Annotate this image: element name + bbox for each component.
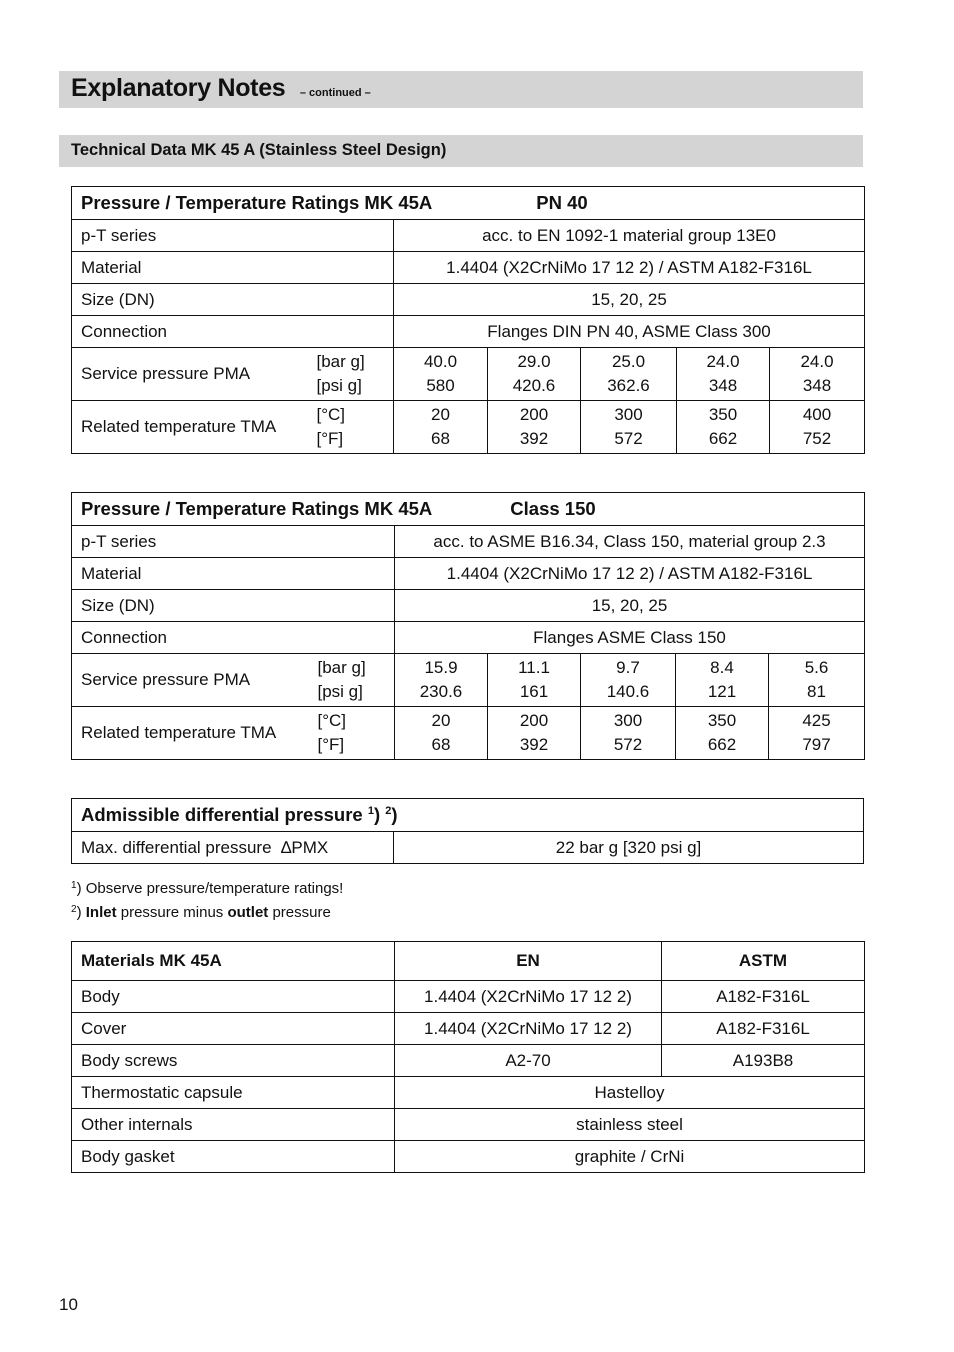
table-title: Materials MK 45A [72, 942, 395, 981]
table-row [72, 220, 865, 252]
page-title: Explanatory Notes [71, 74, 286, 102]
table-row [72, 1077, 865, 1109]
row-label: Body gasket [72, 1141, 395, 1173]
class150-ratings-table [71, 492, 865, 760]
table-row [72, 252, 865, 284]
unit-cell: [°C] [°F] [317, 401, 394, 454]
row-value: 15, 20, 25 [394, 284, 865, 316]
table-title: Admissible differential pressure $^1$) $^2$) [72, 799, 864, 832]
row-label: Connection [72, 316, 394, 348]
row-label: Material [72, 252, 394, 284]
row-label: Size (DN) [72, 284, 394, 316]
subsection-banner [59, 135, 863, 167]
data-cell: 8.4 121 [676, 654, 769, 707]
data-cell: graphite / CrNi [395, 1141, 865, 1173]
data-cell: A182-F316L [662, 981, 865, 1013]
row-value: acc. to ASME B16.34, Class 150, material group 2.3 [395, 526, 865, 558]
data-cell: 1.4404 (X2CrNiMo 17 12 2) [395, 981, 662, 1013]
table-row [72, 558, 865, 590]
unit-cell: [bar g] [psi g] [317, 348, 394, 401]
table-row [72, 654, 865, 707]
row-label: p-T series [72, 526, 395, 558]
table-row [72, 590, 865, 622]
row-label: Related temperature TMA [72, 401, 317, 454]
data-cell: Hastelloy [395, 1077, 865, 1109]
footnote-1: $^1$) Observe pressure/temperature ratings! [71, 880, 344, 897]
data-cell: 200 392 [488, 401, 581, 454]
table-row [72, 1141, 865, 1173]
table-row [72, 832, 864, 864]
differential-pressure-table [71, 798, 864, 864]
data-cell: 1.4404 (X2CrNiMo 17 12 2) [395, 1013, 662, 1045]
row-label: Material [72, 558, 395, 590]
row-label: Related temperature TMA [72, 707, 318, 760]
row-label: Thermostatic capsule [72, 1077, 395, 1109]
table-row [72, 526, 865, 558]
data-cell: A182-F316L [662, 1013, 865, 1045]
table-row [72, 622, 865, 654]
row-label: Connection [72, 622, 395, 654]
table-header-row [72, 187, 865, 220]
column-header-astm: ASTM [662, 942, 865, 981]
unit-cell: [bar g] [psi g] [318, 654, 395, 707]
data-cell: 29.0 420.6 [488, 348, 581, 401]
table-header-row [72, 799, 864, 832]
table-row [72, 401, 865, 454]
page-number: 10 [59, 1295, 78, 1314]
footnotes [71, 876, 343, 923]
pn40-ratings-table [71, 186, 865, 454]
table-row [72, 284, 865, 316]
data-cell: A193B8 [662, 1045, 865, 1077]
table-header-row [72, 493, 865, 526]
table-row [72, 981, 865, 1013]
table-row [72, 1109, 865, 1141]
table-row [72, 316, 865, 348]
data-cell: 11.1 161 [488, 654, 581, 707]
row-value: Flanges ASME Class 150 [395, 622, 865, 654]
row-value: 15, 20, 25 [395, 590, 865, 622]
row-label: Max. differential pressure ∆PMX [72, 832, 394, 864]
continued-label: – continued – [299, 87, 371, 99]
data-cell: 25.0 362.6 [581, 348, 677, 401]
data-cell: 300 572 [581, 401, 677, 454]
table-header-row [72, 942, 865, 981]
row-value: Flanges DIN PN 40, ASME Class 300 [394, 316, 865, 348]
data-cell: 425 797 [769, 707, 865, 760]
data-cell: 350 662 [676, 707, 769, 760]
row-value: 1.4404 (X2CrNiMo 17 12 2) / ASTM A182-F316L [394, 252, 865, 284]
data-cell: A2-70 [395, 1045, 662, 1077]
data-cell: stainless steel [395, 1109, 865, 1141]
table-title: Pressure / Temperature Ratings MK 45A PN 40 [72, 187, 865, 220]
table-row [72, 348, 865, 401]
footnote-2: $^2$) Inlet pressure minus outlet pressure [71, 903, 331, 921]
data-cell: 40.0 580 [394, 348, 488, 401]
row-label: Cover [72, 1013, 395, 1045]
data-cell: 20 68 [394, 401, 488, 454]
table-row [72, 1045, 865, 1077]
row-value: acc. to EN 1092-1 material group 13E0 [394, 220, 865, 252]
row-label: Size (DN) [72, 590, 395, 622]
data-cell: 350 662 [677, 401, 770, 454]
table-row [72, 707, 865, 760]
data-cell: 200 392 [488, 707, 581, 760]
row-value: 22 bar g [320 psi g] [394, 832, 864, 864]
row-label: Service pressure PMA [72, 348, 317, 401]
data-cell: 15.9 230.6 [395, 654, 488, 707]
data-cell: 9.7 140.6 [581, 654, 676, 707]
data-cell: 24.0 348 [677, 348, 770, 401]
row-label: Body screws [72, 1045, 395, 1077]
rating-label: PN 40 [536, 192, 588, 213]
row-label: Body [72, 981, 395, 1013]
column-header-en: EN [395, 942, 662, 981]
data-cell: 24.0 348 [770, 348, 865, 401]
data-cell: 20 68 [395, 707, 488, 760]
row-label: Other internals [72, 1109, 395, 1141]
row-label: p-T series [72, 220, 394, 252]
data-cell: 300 572 [581, 707, 676, 760]
table-title: Pressure / Temperature Ratings MK 45A Class 150 [72, 493, 865, 526]
subsection-title: Technical Data MK 45 A (Stainless Steel Design) [71, 141, 447, 159]
materials-table [71, 941, 865, 1173]
row-label: Service pressure PMA [72, 654, 318, 707]
data-cell: 5.6 81 [769, 654, 865, 707]
rating-label: Class 150 [510, 498, 596, 519]
row-value: 1.4404 (X2CrNiMo 17 12 2) / ASTM A182-F316L [395, 558, 865, 590]
data-cell: 400 752 [770, 401, 865, 454]
unit-cell: [°C] [°F] [318, 707, 395, 760]
table-row [72, 1013, 865, 1045]
section-banner [59, 71, 863, 108]
